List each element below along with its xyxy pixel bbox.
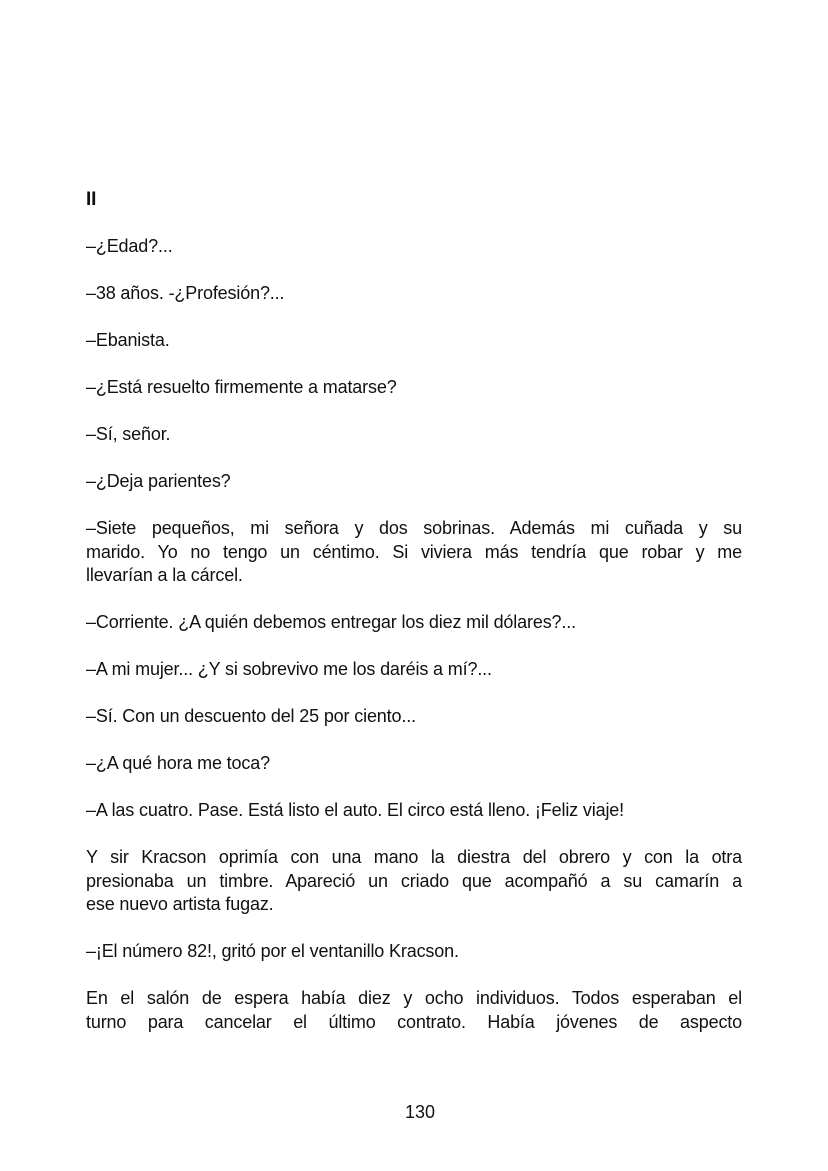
paragraph <box>86 235 742 259</box>
text-line: –Ebanista. <box>86 330 170 350</box>
text-line: llevarían a la cárcel. <box>86 565 243 585</box>
paragraph <box>86 376 742 400</box>
text-line: –Siete pequeños, mi señora y dos sobrinas. Además mi cuñada y su <box>86 518 742 538</box>
paragraph <box>86 611 742 635</box>
paragraph <box>86 282 742 306</box>
paragraph <box>86 940 742 964</box>
text-line: –¿A qué hora me toca? <box>86 753 270 773</box>
paragraph <box>86 705 742 729</box>
paragraph <box>86 846 742 917</box>
paragraph <box>86 987 742 1034</box>
paragraph <box>86 752 742 776</box>
text-line: ese nuevo artista fugaz. <box>86 894 274 914</box>
page-number: 130 <box>404 1102 436 1122</box>
text-line: –Corriente. ¿A quién debemos entregar los diez mil dólares?... <box>86 612 576 632</box>
text-line: –38 años. -¿Profesión?... <box>86 283 285 303</box>
paragraph <box>86 423 742 447</box>
text-line: –Sí. Con un descuento del 25 por ciento... <box>86 706 416 726</box>
page-body <box>86 188 742 1058</box>
text-line: –¿Está resuelto firmemente a matarse? <box>86 377 397 397</box>
paragraph <box>86 329 742 353</box>
text-line: –¿Edad?... <box>86 236 173 256</box>
text-line: –Sí, señor. <box>86 424 171 444</box>
text-line: –A mi mujer... ¿Y si sobrevivo me los daréis a mí?... <box>86 659 492 679</box>
text-line: –A las cuatro. Pase. Está listo el auto. El circo está lleno. ¡Feliz viaje! <box>86 800 625 820</box>
paragraph <box>86 517 742 588</box>
text-line: turno para cancelar el último contrato. Había jóvenes de aspecto <box>86 1011 742 1032</box>
text-line: –¡El número 82!, gritó por el ventanillo Kracson. <box>86 941 459 961</box>
text-line: Y sir Kracson oprimía con una mano la diestra del obrero y con la otra <box>86 847 742 867</box>
paragraphs <box>86 235 742 1034</box>
paragraph <box>86 799 742 823</box>
paragraph <box>86 470 742 494</box>
text-line: –¿Deja parientes? <box>86 471 231 491</box>
text-line: presionaba un timbre. Apareció un criado que acompañó a su camarín a <box>86 870 742 891</box>
text-line: marido. Yo no tengo un céntimo. Si viviera más tendría que robar y me <box>86 541 742 562</box>
chapter-heading: II <box>86 189 97 210</box>
text-line: En el salón de espera había diez y ocho individuos. Todos esperaban el <box>86 988 742 1008</box>
paragraph <box>86 658 742 682</box>
